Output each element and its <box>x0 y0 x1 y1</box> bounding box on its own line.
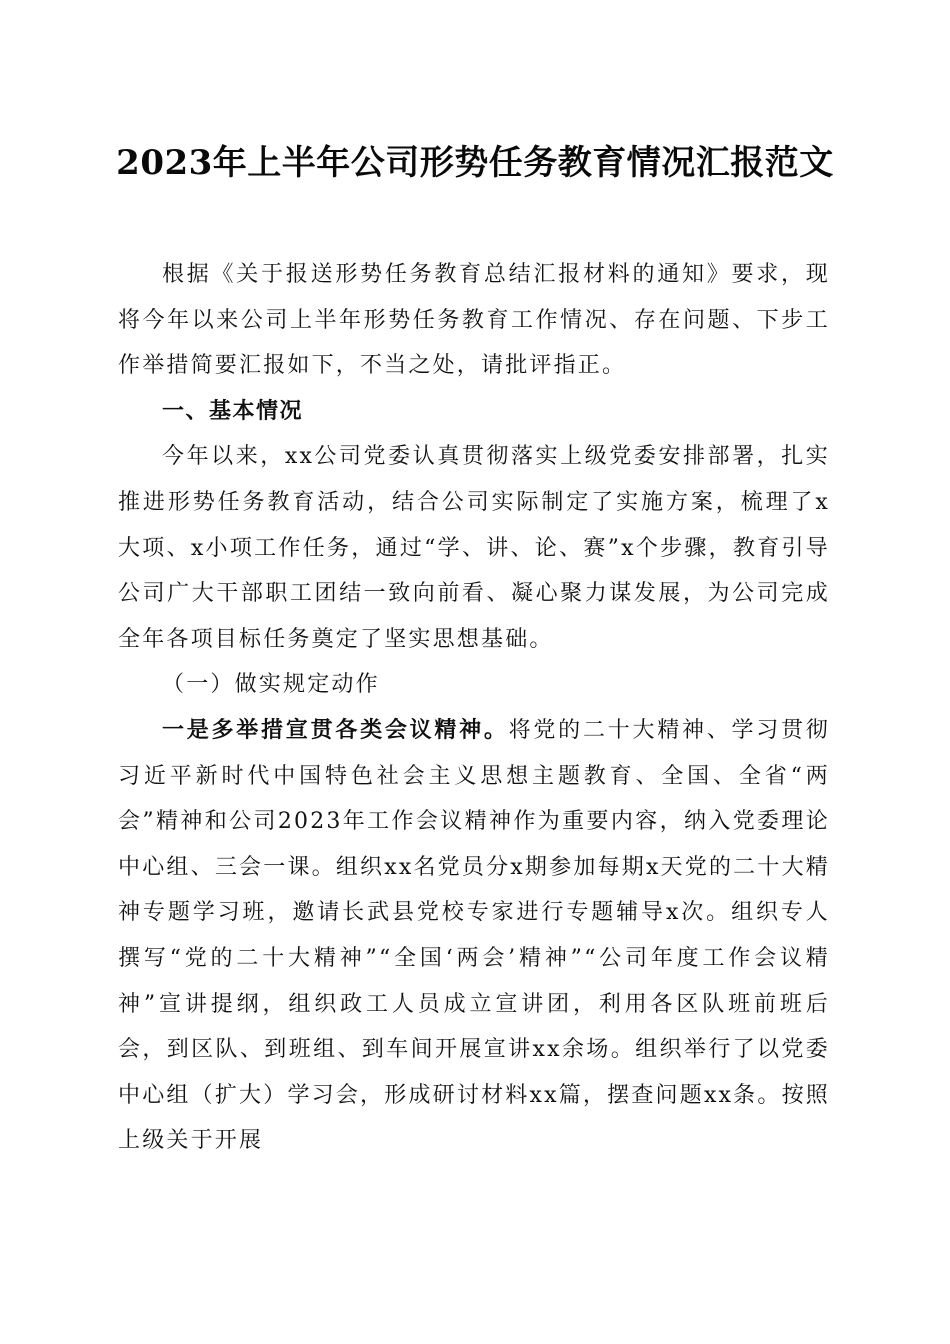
document-body <box>118 252 830 1164</box>
section-heading-basic-situation: 一、基本情况 <box>162 398 304 424</box>
document-title: 2023年上半年公司形势任务教育情况汇报范文 <box>116 143 834 183</box>
subsection-heading-required-actions: （一）做实规定动作 <box>162 672 380 698</box>
point1-body-text: 将党的二十大精神、学习贯彻习近平新时代中国特色社会主义思想主题教育、全国、全省“两会”精神和公司2023年工作会议精神作为重要内容，纳入党委理论中心组、三会一课。组织xx名党员分x期参加每期x天党的二十大精神专题学习班，邀请长武县党校专家进行专题辅导x次。组织专人撰写“党的二十大精神”“全国‘两会’精神”“公司年度工作会议精神”宣讲提纲，组织政工人员成立宣讲团，利用各区队班前班后会，到区队、到班组、到车间开展宣讲xx余场。组织举行了以党委中心组（扩大）学习会，形成研讨材料xx篇，摆查问题xx条。按照上级关于开展 <box>118 717 830 1154</box>
intro-paragraph: 根据《关于报送形势任务教育总结汇报材料的通知》要求，现将今年以来公司上半年形势任务教育工作情况、存在问题、下步工作举措简要汇报如下，不当之处，请批评指正。 <box>118 262 830 379</box>
point1-paragraph <box>118 708 830 1164</box>
point1-lead-text: 一是多举措宣贯各类会议精神。 <box>162 716 509 743</box>
section1-paragraph: 今年以来，xx公司党委认真贯彻落实上级党委安排部署，扎实推进形势任务教育活动，结合公司实际制定了实施方案，梳理了x大项、x小项工作任务，通过“学、讲、论、赛”x个步骤，教育引导公司广大干部职工团结一致向前看、凝心聚力谋发展，为公司完成全年各项目标任务奠定了坚实思想基础。 <box>118 444 830 652</box>
